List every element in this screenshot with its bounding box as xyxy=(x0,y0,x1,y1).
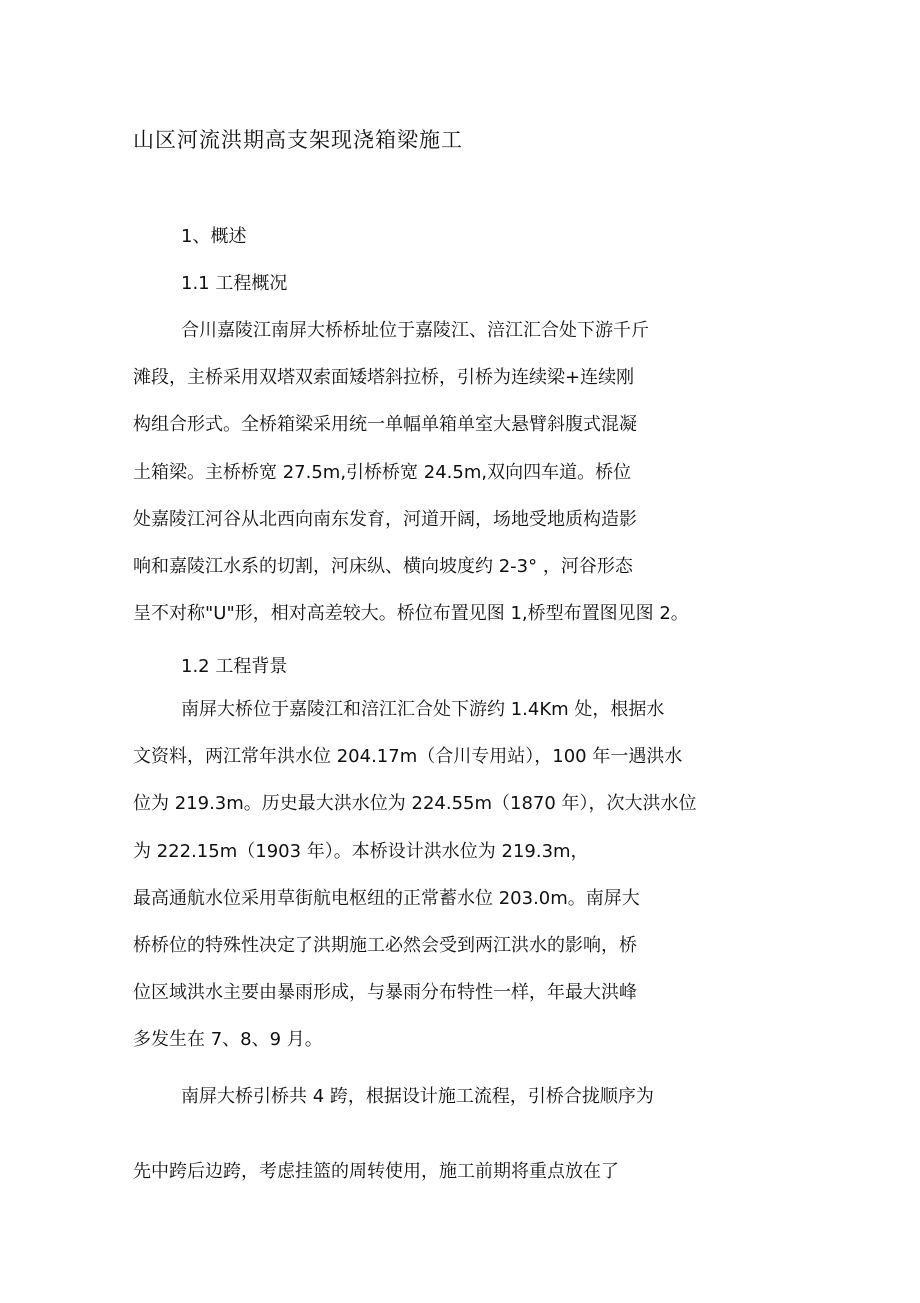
paragraph-line: 构组合形式。全桥箱梁采用统一单幅单箱单室大悬臂斜腹式混凝 xyxy=(133,414,637,436)
paragraph-line: 南屏大桥位于嘉陵江和涪江汇合处下游约 1.4Km 处，根据水 xyxy=(181,699,665,720)
paragraph-span-sequence xyxy=(133,1073,654,1120)
paragraph-line: 南屏大桥引桥共 4 跨，根据设计施工流程，引桥合拢顺序为 xyxy=(181,1086,654,1107)
paragraph-line: 响和嘉陵江水系的切割，河床纵、横向坡度约 2-3° ，河谷形态 xyxy=(133,555,633,577)
paragraph-line: 最高通航水位采用草街航电枢纽的正常蓄水位 203.0m。南屏大 xyxy=(133,887,640,909)
section-heading-project-overview: 1.1 工程概况 xyxy=(181,273,288,294)
section-heading-project-background: 1.2 工程背景 xyxy=(181,656,288,677)
paragraph-line: 处嘉陵江河谷从北西向南东发育，河道开阔，场地受地质构造影 xyxy=(133,508,637,530)
paragraph-project-overview xyxy=(133,307,689,637)
paragraph-line: 桥桥位的特殊性决定了洪期施工必然会受到两江洪水的影响，桥 xyxy=(133,934,637,956)
paragraph-line: 先中跨后边跨，考虑挂篮的周转使用，施工前期将重点放在了 xyxy=(133,1161,619,1182)
paragraph-continuation xyxy=(133,1148,619,1195)
paragraph-line: 土箱梁。主桥桥宽 27.5m,引桥桥宽 24.5m,双向四车道。桥位 xyxy=(133,461,632,483)
paragraph-line: 文资料，两江常年洪水位 204.17m（合川专用站），100 年一遇洪水 xyxy=(133,746,683,768)
paragraph-line: 合川嘉陵江南屏大桥桥址位于嘉陵江、涪江汇合处下游千斤 xyxy=(181,320,649,341)
paragraph-project-background xyxy=(133,686,697,1064)
section-heading-overview: 1、概述 xyxy=(181,226,247,247)
paragraph-line: 位区域洪水主要由暴雨形成，与暴雨分布特性一样，年最大洪峰 xyxy=(133,982,637,1004)
paragraph-line: 滩段，主桥采用双塔双索面矮塔斜拉桥，引桥为连续梁+连续刚 xyxy=(133,367,635,389)
document-title: 山区河流洪期高支架现浇箱梁施工 xyxy=(133,128,463,152)
paragraph-line: 位为 219.3m。历史最大洪水位为 224.55m（1870 年），次大洪水位 xyxy=(133,793,697,815)
paragraph-line: 多发生在 7、8、9 月。 xyxy=(133,1029,323,1051)
paragraph-line: 为 222.15m（1903 年）。本桥设计洪水位为 219.3m， xyxy=(133,840,589,862)
paragraph-line: 呈不对称"U"形，相对高差较大。桥位布置见图 1,桥型布置图见图 2。 xyxy=(133,603,689,625)
